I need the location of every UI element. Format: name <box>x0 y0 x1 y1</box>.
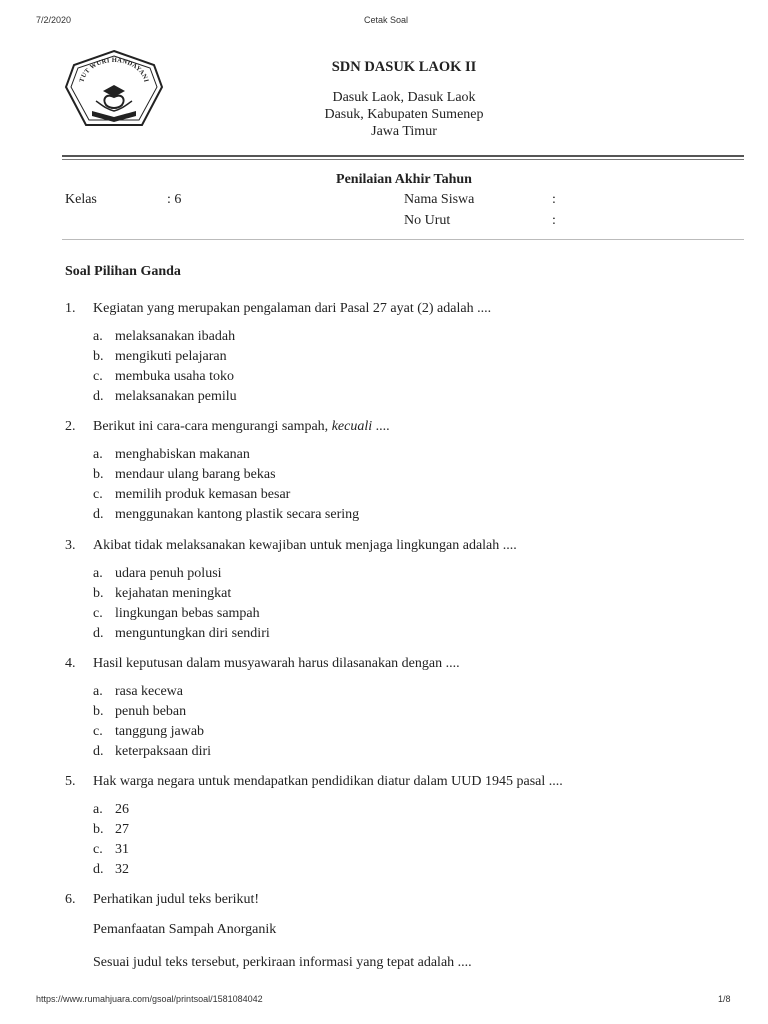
option-text: menguntungkan diri sendiri <box>115 626 270 641</box>
school-address <box>250 89 558 140</box>
exam-title: Penilaian Akhir Tahun <box>336 172 472 187</box>
option-item <box>93 702 211 722</box>
option-letter: d. <box>93 626 104 641</box>
option-list <box>93 682 211 762</box>
school-logo <box>62 49 166 137</box>
question-prompt: Sesuai judul teks tersebut, perkiraan informasi yang tepat adalah .... <box>93 955 472 970</box>
address-line: Jawa Timur <box>371 124 437 139</box>
option-text: membuka usaha toko <box>115 369 234 384</box>
option-text: menggunakan kantong plastik secara sering <box>115 507 360 522</box>
option-item <box>93 465 359 485</box>
option-text: mengikuti pelajaran <box>115 349 227 364</box>
question-text: Hak warga negara untuk mendapatkan pendidikan diatur dalam UUD 1945 pasal .... <box>93 774 563 789</box>
question-number: 6. <box>65 892 76 907</box>
option-item <box>93 722 211 742</box>
print-date: 7/2/2020 <box>36 15 72 25</box>
question-emphasis: kecuali <box>331 419 373 434</box>
option-letter: b. <box>93 467 104 482</box>
roll-number-value: : <box>552 213 556 228</box>
roll-number-label: No Urut <box>404 213 451 228</box>
option-text: memilih produk kemasan besar <box>115 487 291 502</box>
option-item <box>93 505 359 525</box>
option-item <box>93 584 270 604</box>
option-item <box>93 682 211 702</box>
option-item <box>93 820 129 840</box>
option-item <box>93 840 129 860</box>
option-letter: d. <box>93 507 104 522</box>
option-list <box>93 327 237 407</box>
tut-wuri-handayani-emblem-icon <box>62 49 166 137</box>
info-divider <box>62 239 744 240</box>
option-item <box>93 564 270 584</box>
question-text: Perhatikan judul teks berikut! <box>93 892 260 907</box>
option-item <box>93 742 211 762</box>
option-letter: c. <box>93 842 103 857</box>
option-text: 27 <box>115 822 129 837</box>
option-text: tanggung jawab <box>115 724 205 739</box>
option-text: penuh beban <box>115 704 187 719</box>
option-text: mendaur ulang barang bekas <box>115 467 276 482</box>
option-letter: a. <box>93 802 103 817</box>
option-letter: d. <box>93 862 104 877</box>
option-item <box>93 485 359 505</box>
option-item <box>93 624 270 644</box>
option-text: kejahatan meningkat <box>115 586 232 601</box>
address-line: Dasuk Laok, Dasuk Laok <box>332 90 476 105</box>
option-text: lingkungan bebas sampah <box>115 606 260 621</box>
option-letter: d. <box>93 389 104 404</box>
question-number: 1. <box>65 301 76 316</box>
section-title: Soal Pilihan Ganda <box>65 264 181 279</box>
header-divider <box>62 155 744 157</box>
option-text: keterpaksaan diri <box>115 744 212 759</box>
option-letter: a. <box>93 329 103 344</box>
option-letter: b. <box>93 822 104 837</box>
option-letter: a. <box>93 447 103 462</box>
class-label: Kelas <box>65 192 97 207</box>
option-item <box>93 387 237 407</box>
option-item <box>93 800 129 820</box>
option-item <box>93 367 237 387</box>
question-number: 2. <box>65 419 76 434</box>
print-title: Cetak Soal <box>364 15 409 25</box>
question-number: 3. <box>65 538 76 553</box>
option-item <box>93 327 237 347</box>
option-letter: b. <box>93 586 104 601</box>
option-text: melaksanakan pemilu <box>115 389 237 404</box>
svg-text:TUT WURI HANDAYANI: TUT WURI HANDAYANI <box>78 56 150 84</box>
page-url: https://www.rumahjuara.com/gsoal/printsoal/1581084042 <box>36 994 263 1004</box>
option-letter: c. <box>93 369 103 384</box>
page-number: 1/8 <box>718 994 731 1004</box>
option-letter: a. <box>93 566 103 581</box>
question-text-part: Berikut ini cara-cara mengurangi sampah, <box>93 419 332 434</box>
student-name-label: Nama Siswa <box>404 192 475 207</box>
print-header <box>0 15 768 31</box>
option-item <box>93 347 237 367</box>
class-value: : 6 <box>167 192 182 207</box>
option-letter: c. <box>93 724 103 739</box>
option-list <box>93 445 359 525</box>
option-text: 26 <box>115 802 129 817</box>
question-text <box>93 419 390 435</box>
option-text: rasa kecewa <box>115 684 184 699</box>
option-list <box>93 800 129 880</box>
option-letter: b. <box>93 704 104 719</box>
header-divider <box>62 159 744 160</box>
option-text: 32 <box>115 862 129 877</box>
question-text-part: .... <box>372 419 390 434</box>
student-name-value: : <box>552 192 556 207</box>
option-letter: c. <box>93 487 103 502</box>
question-number: 5. <box>65 774 76 789</box>
option-letter: a. <box>93 684 103 699</box>
question-text: Hasil keputusan dalam musyawarah harus dilasanakan dengan .... <box>93 656 460 671</box>
option-letter: b. <box>93 349 104 364</box>
question-text: Akibat tidak melaksanakan kewajiban untuk menjaga lingkungan adalah .... <box>93 538 517 553</box>
question-text: Kegiatan yang merupakan pengalaman dari Pasal 27 ayat (2) adalah .... <box>93 301 492 316</box>
question-number: 4. <box>65 656 76 671</box>
option-text: 31 <box>115 842 129 857</box>
option-item <box>93 445 359 465</box>
option-item <box>93 860 129 880</box>
address-line: Dasuk, Kabupaten Sumenep <box>324 107 484 122</box>
option-letter: c. <box>93 606 103 621</box>
option-item <box>93 604 270 624</box>
option-letter: d. <box>93 744 104 759</box>
print-footer <box>0 994 768 1010</box>
option-text: udara penuh polusi <box>115 566 222 581</box>
option-text: menghabiskan makanan <box>115 447 250 462</box>
school-name: SDN DASUK LAOK II <box>331 59 477 75</box>
text-title: Pemanfaatan Sampah Anorganik <box>93 922 277 937</box>
option-list <box>93 564 270 644</box>
option-text: melaksanakan ibadah <box>115 329 236 344</box>
